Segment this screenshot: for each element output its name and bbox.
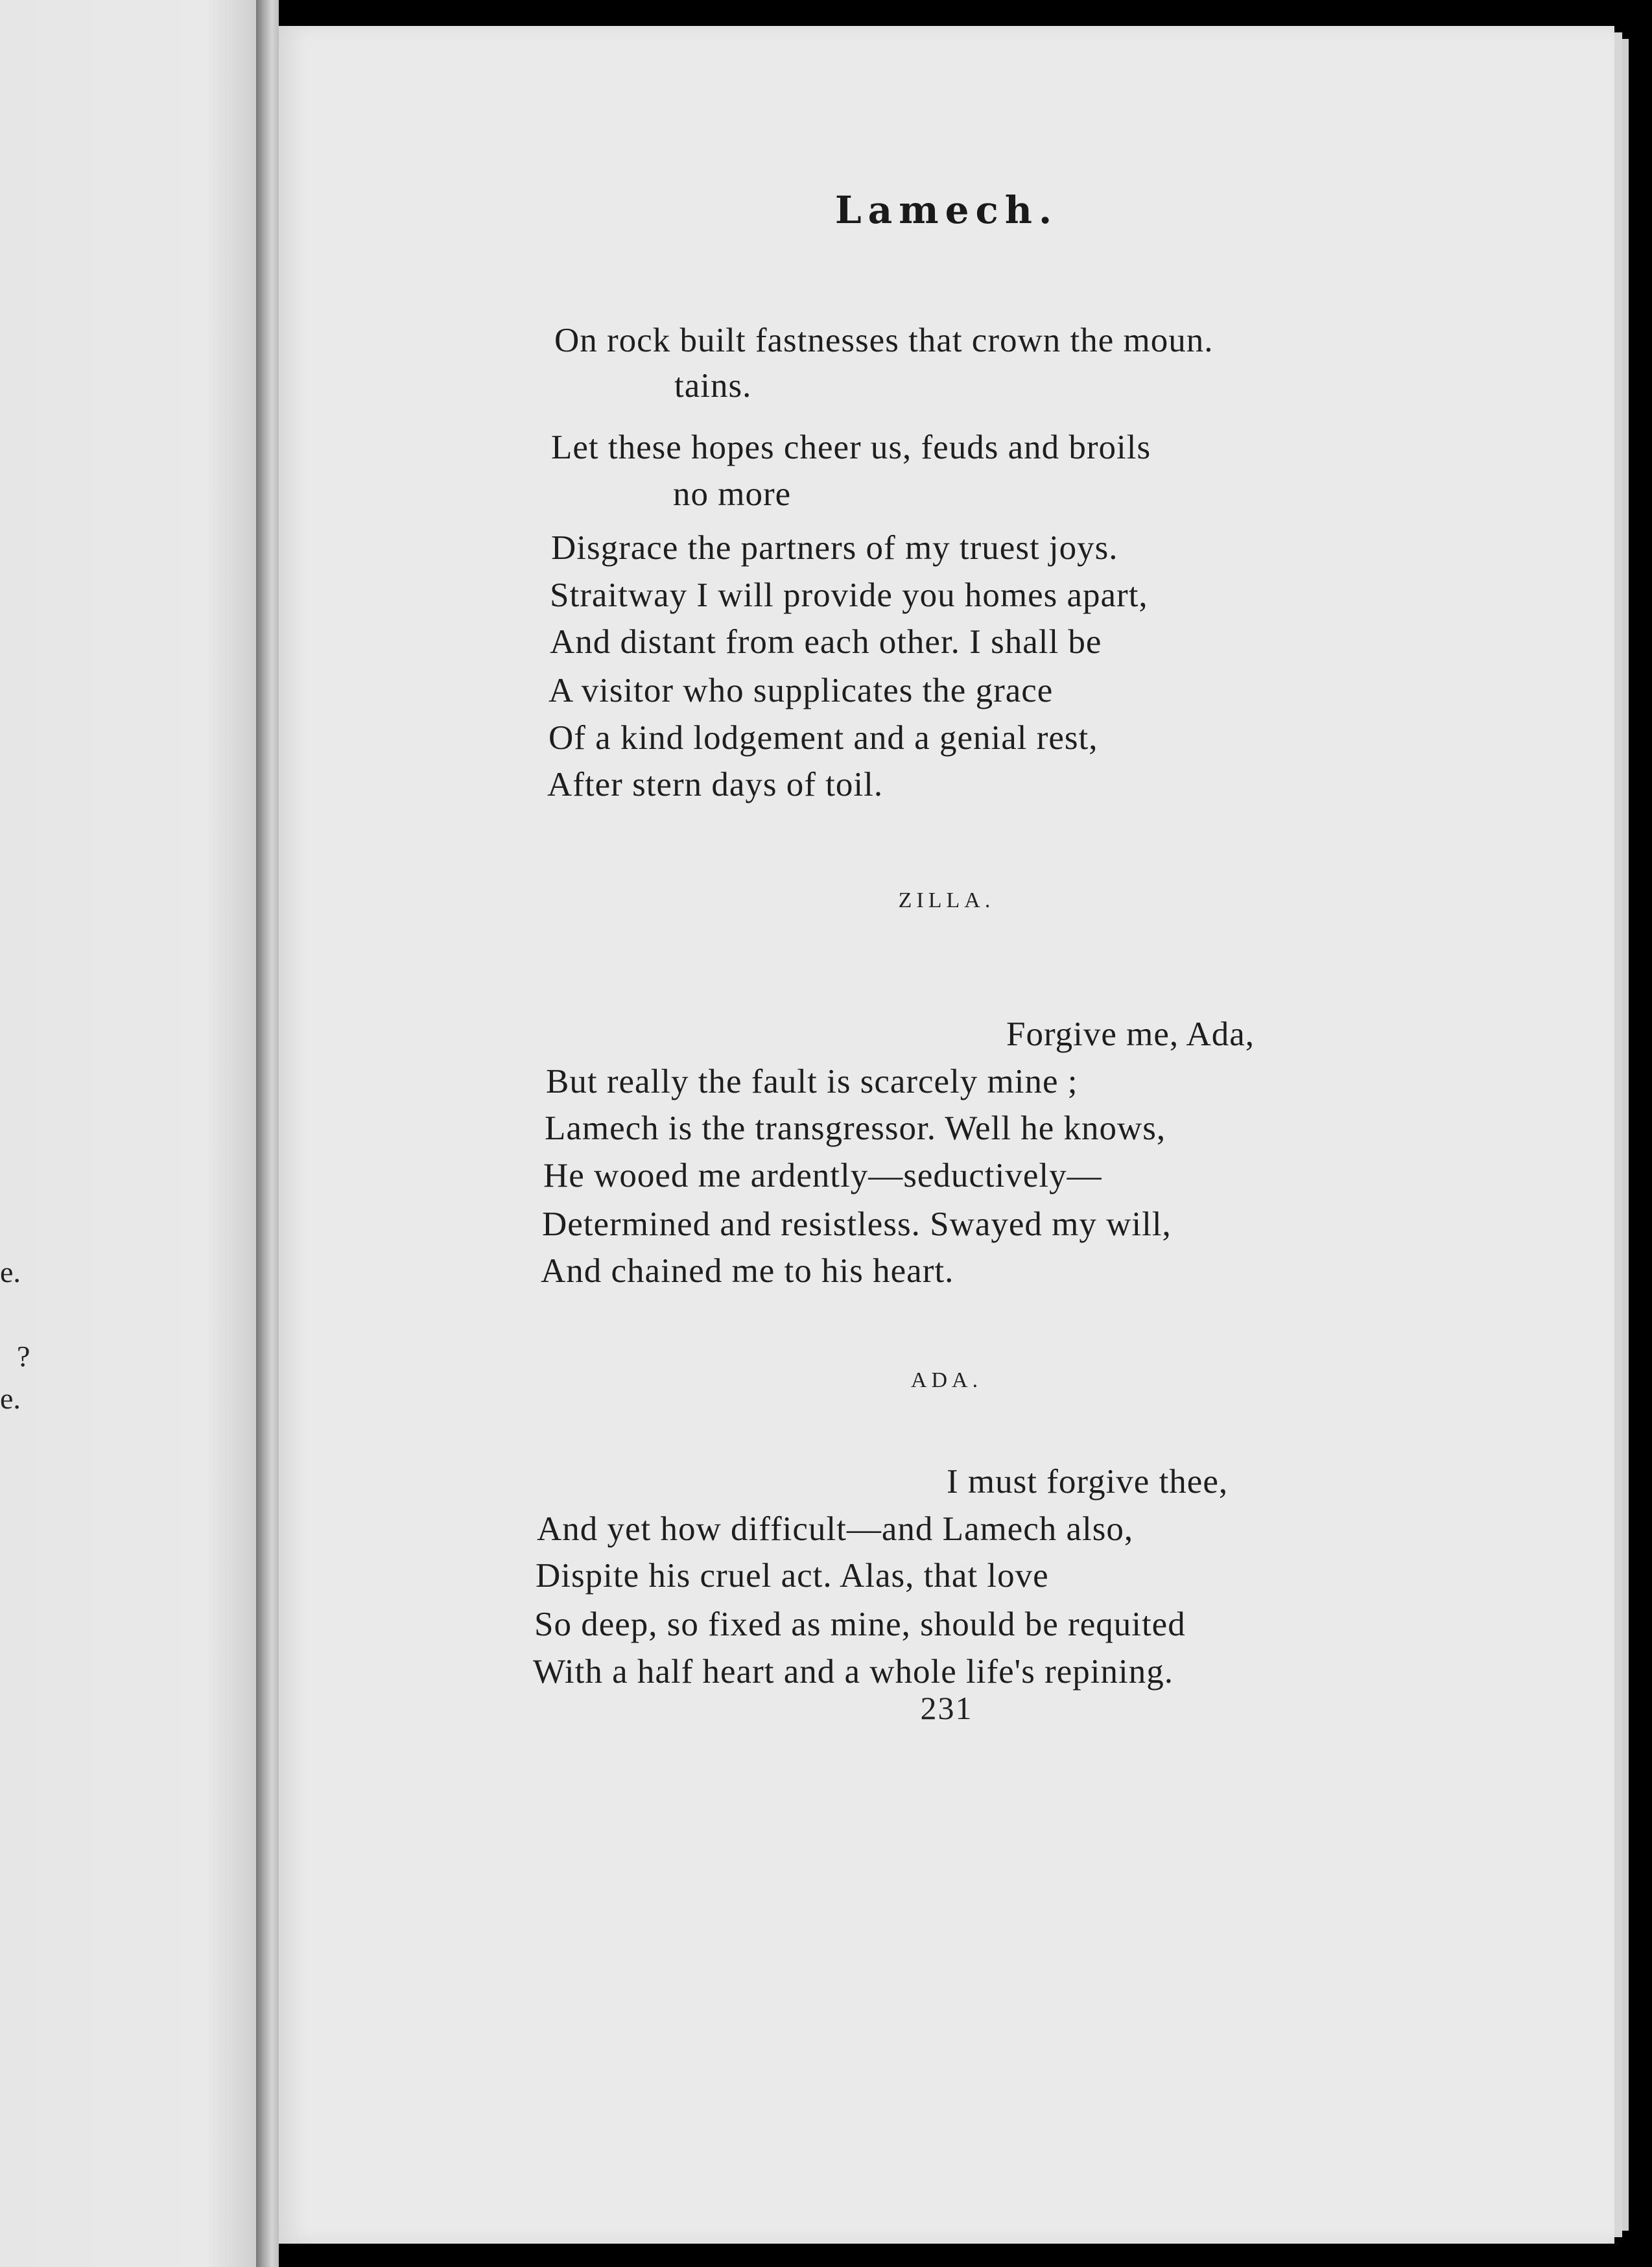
verse-line: On rock built fastnesses that crown the moun. — [554, 322, 1214, 359]
verse-line: no more — [673, 475, 792, 513]
speaker-name: ZILLA. — [898, 888, 995, 912]
verse-line: tains. — [674, 367, 752, 405]
verse-line: So deep, so fixed as mine, should be requited — [534, 1606, 1186, 1643]
speaker-name: ADA. — [910, 1368, 983, 1392]
verse-line: Straitway I will provide you homes apart, — [550, 576, 1148, 614]
page-edge — [1614, 32, 1622, 2237]
page-edge — [1622, 39, 1629, 2231]
verse-line: With a half heart and a whole life's repining. — [533, 1653, 1174, 1691]
left-fragment: e. — [0, 1255, 21, 1288]
verse-line: After stern days of toil. — [547, 766, 884, 803]
verse-line: A visitor who supplicates the grace — [549, 672, 1054, 709]
verse-line: Dispite his cruel act. Alas, that love — [536, 1557, 1049, 1595]
running-header: Lamech. — [834, 188, 1059, 232]
verse-line: Lamech is the transgressor. Well he knows, — [545, 1110, 1166, 1147]
book-page — [279, 26, 1614, 2244]
verse-line: He wooed me ardently—seductively— — [543, 1157, 1102, 1194]
page-number: 231 — [920, 1690, 973, 1726]
verse-line: And yet how difficult—and Lamech also, — [537, 1510, 1134, 1548]
book-gutter — [256, 0, 279, 2267]
verse-line: And distant from each other. I shall be — [550, 623, 1102, 661]
verse-line: Disgrace the partners of my truest joys. — [551, 529, 1118, 567]
verse-line: Of a kind lodgement and a genial rest, — [549, 719, 1098, 757]
verse-line: Let these hopes cheer us, feuds and broils — [551, 429, 1151, 466]
verse-line: Forgive me, Ada, — [1006, 1015, 1255, 1053]
left-fragment: e. — [0, 1382, 21, 1415]
verse-line: And chained me to his heart. — [541, 1252, 954, 1290]
verse-line: I must forgive thee, — [947, 1463, 1229, 1501]
verse-line: Determined and resistless. Swayed my will, — [542, 1205, 1172, 1243]
verse-line: But really the fault is scarcely mine ; — [546, 1063, 1078, 1100]
left-fragment: ? — [17, 1340, 30, 1373]
left-page — [0, 0, 256, 2267]
